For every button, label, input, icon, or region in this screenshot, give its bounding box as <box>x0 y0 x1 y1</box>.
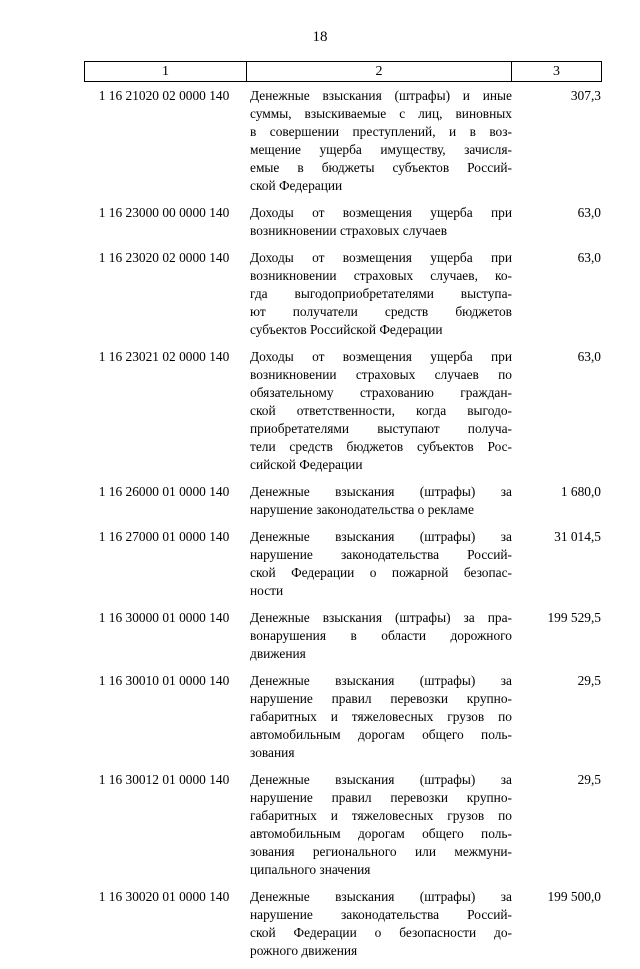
budget-code: 1 16 30012 01 0000 140 <box>98 772 230 787</box>
revenue-description <box>244 672 512 762</box>
table-row <box>84 672 601 762</box>
budget-code: 1 16 23020 02 0000 140 <box>98 250 230 265</box>
description-line: нарушение правил перевозки крупно- <box>250 790 512 805</box>
description-line: ципального значения <box>250 862 371 877</box>
table-row <box>84 528 601 600</box>
budget-code: 1 16 23000 00 0000 140 <box>98 205 230 220</box>
table-row <box>84 888 601 960</box>
description-line: нарушение законодательства о рекламе <box>250 502 474 517</box>
budget-code: 1 16 30010 01 0000 140 <box>98 673 230 688</box>
table-row <box>84 771 601 879</box>
description-line: Денежные взыскания (штрафы) за <box>250 772 512 787</box>
description-line: сийской Федерации <box>250 457 363 472</box>
revenue-description <box>244 204 512 240</box>
column-header-2: 2 <box>247 62 512 82</box>
amount-value: 1 680,0 <box>560 484 601 499</box>
table-row <box>84 204 601 240</box>
description-line: Денежные взыскания (штрафы) и иные <box>250 88 512 103</box>
revenue-description <box>244 483 512 519</box>
description-line: зования регионального или межмуни- <box>250 844 512 859</box>
description-line: зования <box>250 745 295 760</box>
description-line: нарушение законодательства Россий- <box>250 907 512 922</box>
description-line: емые в бюджеты субъектов Россий- <box>250 160 512 175</box>
description-line: Денежные взыскания (штрафы) за пра- <box>250 610 512 625</box>
description-line: габаритных и тяжеловесных грузов по <box>250 709 512 724</box>
description-line: Денежные взыскания (штрафы) за <box>250 889 512 904</box>
description-line: тели средств бюджетов субъектов Рос- <box>250 439 512 454</box>
description-line: Доходы от возмещения ущерба при <box>250 250 512 265</box>
description-line: ской ответственности, когда выгодо- <box>250 403 512 418</box>
description-line: Денежные взыскания (штрафы) за <box>250 529 512 544</box>
description-line: нарушение правил перевозки крупно- <box>250 691 512 706</box>
description-line: Денежные взыскания (штрафы) за <box>250 484 512 499</box>
description-line: приобретателями выступают получа- <box>250 421 512 436</box>
description-line: нарушение законодательства Россий- <box>250 547 512 562</box>
description-line: Доходы от возмещения ущерба при <box>250 349 512 364</box>
budget-code: 1 16 30020 01 0000 140 <box>98 889 230 904</box>
description-line: Доходы от возмещения ущерба при <box>250 205 512 220</box>
amount-value: 307,3 <box>570 88 601 103</box>
description-line: в совершении преступлений, и в воз- <box>250 124 512 139</box>
budget-code: 1 16 27000 01 0000 140 <box>98 529 230 544</box>
page-number: 18 <box>312 29 328 45</box>
description-line: ской Федерации о пожарной безопас- <box>250 565 512 580</box>
amount-value: 29,5 <box>577 673 601 688</box>
description-line: автомобильным дорогам общего поль- <box>250 727 512 742</box>
description-line: ности <box>250 583 284 598</box>
amount-value: 31 014,5 <box>554 529 601 544</box>
amount-value: 63,0 <box>577 349 601 364</box>
table-row <box>84 249 601 339</box>
description-line: гда выгодоприобретателями выступа- <box>250 286 512 301</box>
amount-value: 63,0 <box>577 205 601 220</box>
table-row <box>84 483 601 519</box>
column-header-row <box>85 62 602 82</box>
budget-code: 1 16 21020 02 0000 140 <box>98 88 230 103</box>
amount-value: 199 529,5 <box>547 610 601 625</box>
description-line: возникновении страховых случаев <box>250 223 448 238</box>
amount-value: 199 500,0 <box>547 889 601 904</box>
revenue-description <box>244 888 512 960</box>
budget-code: 1 16 30000 01 0000 140 <box>98 610 230 625</box>
description-line: ской Федерации о безопасности до- <box>250 925 512 940</box>
description-line: Денежные взыскания (штрафы) за <box>250 673 512 688</box>
revenue-description <box>244 771 512 879</box>
description-line: мещение ущерба имуществу, зачисля- <box>250 142 512 157</box>
table-row <box>84 348 601 474</box>
table-row <box>84 609 601 663</box>
amount-value: 29,5 <box>577 772 601 787</box>
amount-value: 63,0 <box>577 250 601 265</box>
revenue-description <box>244 609 512 663</box>
description-line: обязательному страхованию граждан- <box>250 385 512 400</box>
revenue-description <box>244 348 512 474</box>
budget-code: 1 16 23021 02 0000 140 <box>98 349 230 364</box>
revenue-description <box>244 249 512 339</box>
description-line: возникновении страховых случаев по <box>250 367 512 382</box>
description-line: суммы, взыскиваемые с лиц, виновных <box>250 106 512 121</box>
description-line: габаритных и тяжеловесных грузов по <box>250 808 512 823</box>
description-line: возникновении страховых случаев, ко- <box>250 268 512 283</box>
table-body <box>84 87 601 969</box>
revenue-description <box>244 87 512 195</box>
column-header-1: 1 <box>85 62 247 82</box>
column-header-table <box>84 61 602 82</box>
description-line: вонарушения в области дорожного <box>250 628 512 643</box>
budget-code: 1 16 26000 01 0000 140 <box>98 484 230 499</box>
description-line: ют получатели средств бюджетов <box>250 304 512 319</box>
description-line: субъектов Российской Федерации <box>250 322 443 337</box>
description-line: движения <box>250 646 306 661</box>
column-header-3: 3 <box>512 62 602 82</box>
table-row <box>84 87 601 195</box>
description-line: рожного движения <box>250 943 358 958</box>
revenue-description <box>244 528 512 600</box>
description-line: ской Федерации <box>250 178 343 193</box>
description-line: автомобильным дорогам общего поль- <box>250 826 512 841</box>
